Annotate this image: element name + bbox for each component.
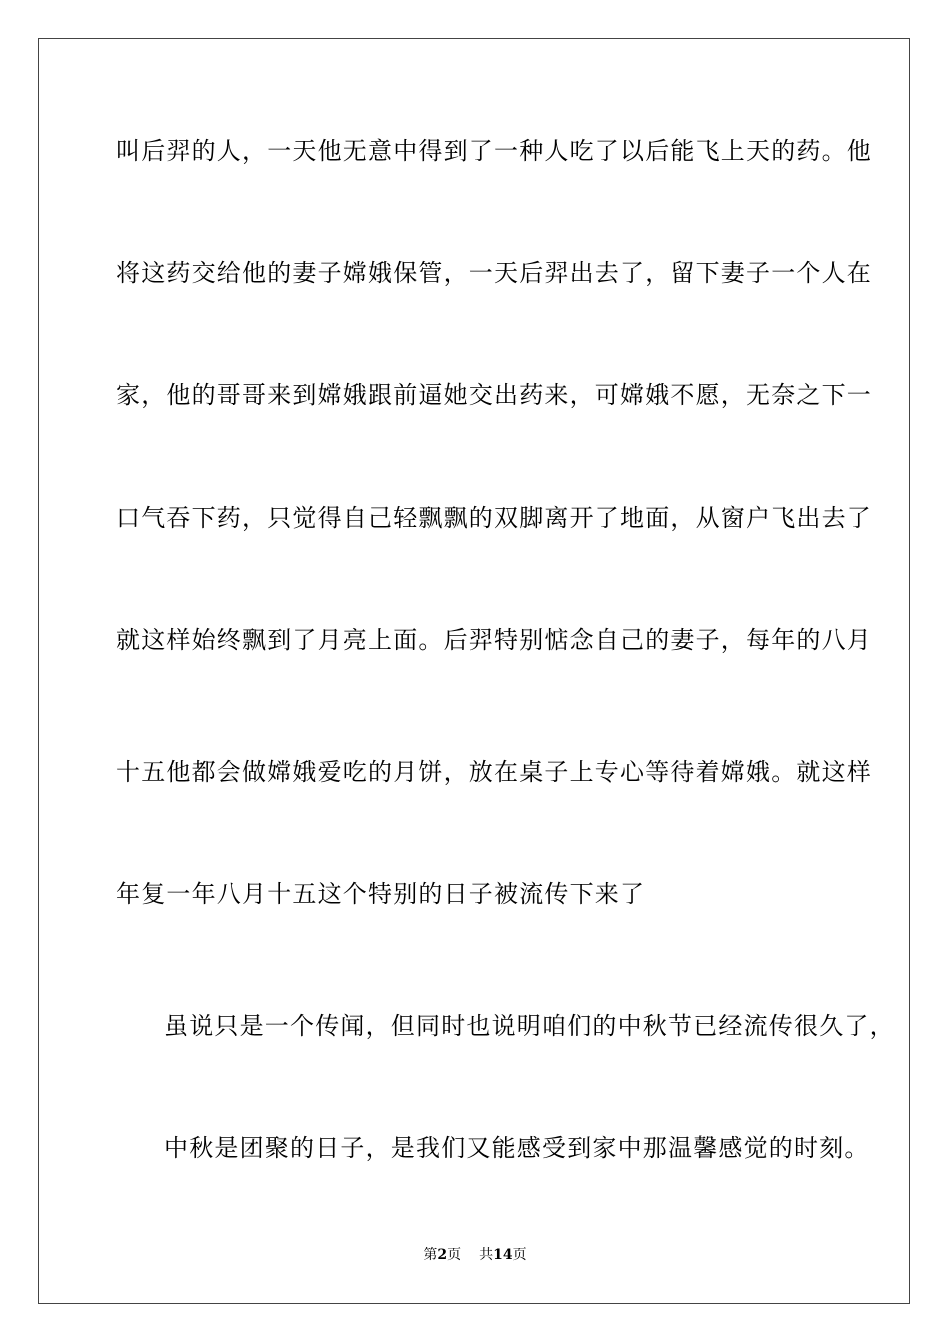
footer-total-prefix: 共 [479, 1247, 494, 1263]
body-line-1: 叫后羿的人，一天他无意中得到了一种人吃了以后能飞上天的药。他 [116, 137, 872, 165]
footer-page-number: 2 [437, 1247, 448, 1263]
footer-page-suffix: 页 [447, 1247, 462, 1263]
body-line-8: 虽说只是一个传闻，但同时也说明咱们的中秋节已经流传很久了， [164, 1012, 895, 1040]
page-border [38, 38, 910, 1304]
body-line-7: 年复一年八月十五这个特别的日子被流传下来了 [116, 880, 646, 908]
body-line-3: 家，他的哥哥来到嫦娥跟前逼她交出药来，可嫦娥不愿，无奈之下一 [116, 381, 872, 409]
footer-total-suffix: 页 [512, 1247, 527, 1263]
body-line-5: 就这样始终飘到了月亮上面。后羿特别惦念自己的妻子，每年的八月 [116, 626, 872, 654]
body-line-2: 将这药交给他的妻子嫦娥保管，一天后羿出去了，留下妻子一个人在 [116, 259, 872, 287]
body-line-4: 口气吞下药，只觉得自己轻飘飘的双脚离开了地面，从窗户飞出去了 [116, 504, 872, 532]
body-line-6: 十五他都会做嫦娥爱吃的月饼，放在桌子上专心等待着嫦娥。就这样 [116, 758, 872, 786]
body-line-9: 中秋是团聚的日子，是我们又能感受到家中那温馨感觉的时刻。 [164, 1134, 870, 1162]
footer-page-prefix: 第 [423, 1247, 438, 1263]
footer-total-pages: 14 [493, 1247, 513, 1263]
page-footer [0, 1246, 950, 1264]
